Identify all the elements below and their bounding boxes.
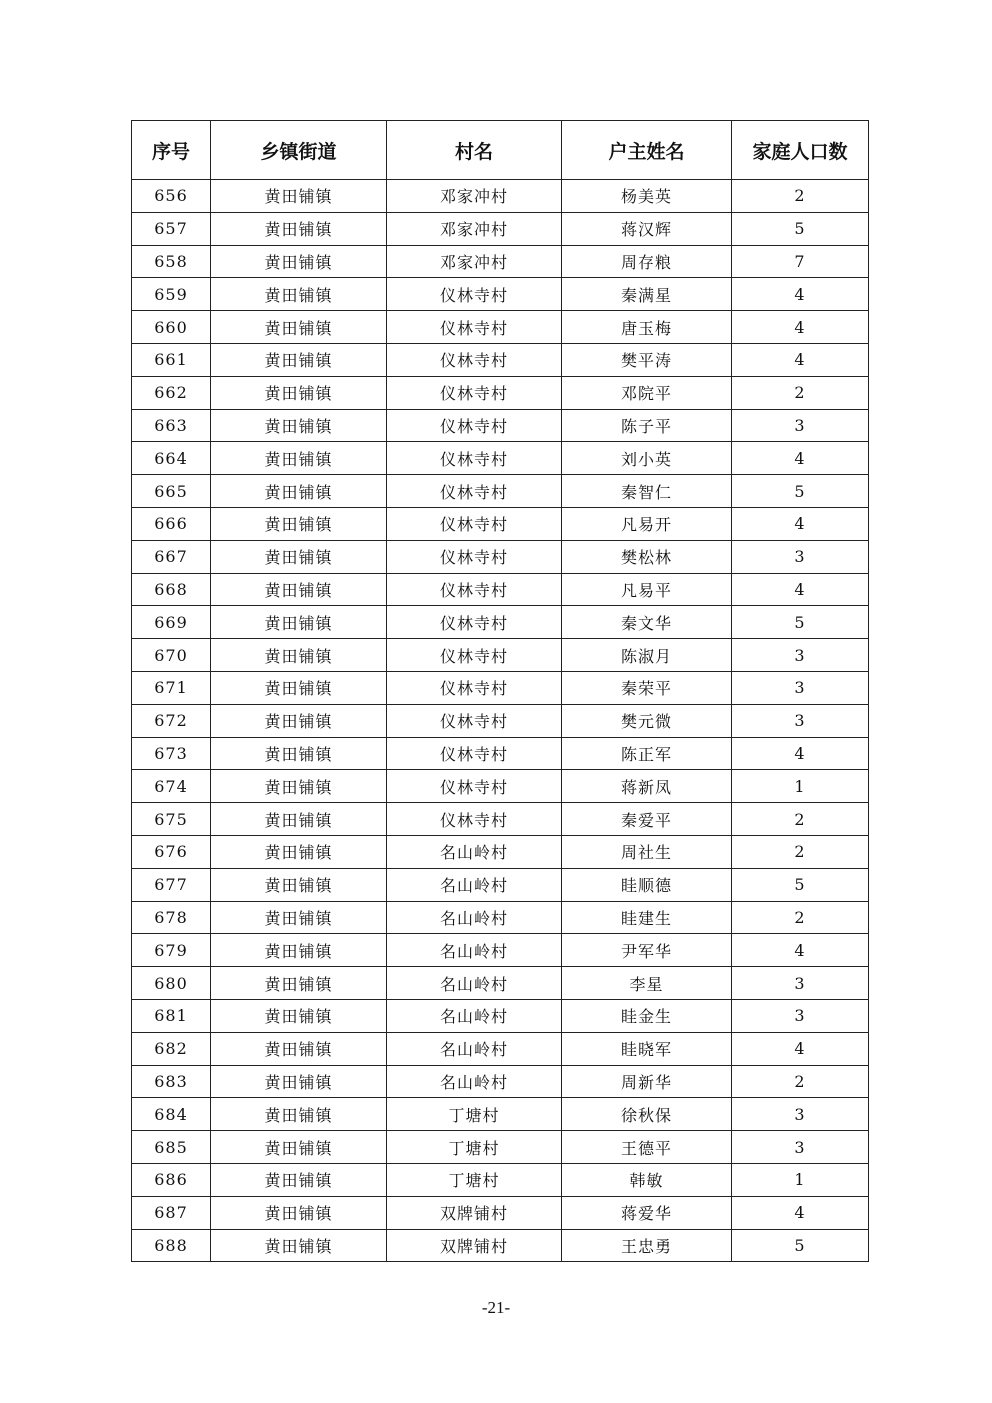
village-cell: 丁塘村 xyxy=(387,1098,562,1131)
village-cell: 名山岭村 xyxy=(387,835,562,868)
household-size-cell: 5 xyxy=(732,1229,869,1262)
village-cell: 仪林寺村 xyxy=(387,704,562,737)
township-cell: 黄田铺镇 xyxy=(211,278,387,311)
household-size-cell: 3 xyxy=(732,409,869,442)
householder-name-cell: 陈正军 xyxy=(562,737,732,770)
table-row xyxy=(132,671,869,704)
serial-number-cell: 680 xyxy=(132,967,211,1000)
village-cell: 仪林寺村 xyxy=(387,770,562,803)
village-cell: 邓家冲村 xyxy=(387,245,562,278)
table-body xyxy=(132,180,869,1262)
village-cell: 名山岭村 xyxy=(387,1065,562,1098)
table-row xyxy=(132,1065,869,1098)
township-cell: 黄田铺镇 xyxy=(211,311,387,344)
township-cell: 黄田铺镇 xyxy=(211,540,387,573)
householder-name-cell: 王德平 xyxy=(562,1131,732,1164)
township-cell: 黄田铺镇 xyxy=(211,376,387,409)
table-row xyxy=(132,442,869,475)
household-size-cell: 4 xyxy=(732,573,869,606)
table-row xyxy=(132,835,869,868)
serial-number-cell: 669 xyxy=(132,606,211,639)
village-cell: 双牌铺村 xyxy=(387,1229,562,1262)
table-row xyxy=(132,507,869,540)
village-cell: 仪林寺村 xyxy=(387,475,562,508)
serial-number-cell: 681 xyxy=(132,999,211,1032)
village-cell: 双牌铺村 xyxy=(387,1196,562,1229)
householder-name-cell: 眭顺德 xyxy=(562,868,732,901)
village-cell: 仪林寺村 xyxy=(387,737,562,770)
village-cell: 仪林寺村 xyxy=(387,639,562,672)
village-cell: 名山岭村 xyxy=(387,1032,562,1065)
table-row xyxy=(132,737,869,770)
table-row xyxy=(132,245,869,278)
header-township: 乡镇街道 xyxy=(211,121,387,180)
township-cell: 黄田铺镇 xyxy=(211,1065,387,1098)
householder-name-cell: 陈淑月 xyxy=(562,639,732,672)
table-row xyxy=(132,540,869,573)
household-size-cell: 2 xyxy=(732,180,869,213)
table-row xyxy=(132,376,869,409)
householder-name-cell: 杨美英 xyxy=(562,180,732,213)
serial-number-cell: 677 xyxy=(132,868,211,901)
table-row xyxy=(132,1032,869,1065)
householder-name-cell: 眭晓军 xyxy=(562,1032,732,1065)
householder-name-cell: 樊平涛 xyxy=(562,343,732,376)
serial-number-cell: 683 xyxy=(132,1065,211,1098)
township-cell: 黄田铺镇 xyxy=(211,1163,387,1196)
township-cell: 黄田铺镇 xyxy=(211,639,387,672)
householder-name-cell: 凡易开 xyxy=(562,507,732,540)
table-row xyxy=(132,1131,869,1164)
village-cell: 仪林寺村 xyxy=(387,606,562,639)
header-village: 村名 xyxy=(387,121,562,180)
householder-name-cell: 秦爱平 xyxy=(562,803,732,836)
householder-name-cell: 邓院平 xyxy=(562,376,732,409)
table-row xyxy=(132,934,869,967)
householder-name-cell: 李星 xyxy=(562,967,732,1000)
household-size-cell: 5 xyxy=(732,868,869,901)
township-cell: 黄田铺镇 xyxy=(211,1229,387,1262)
serial-number-cell: 674 xyxy=(132,770,211,803)
table-row xyxy=(132,1229,869,1262)
village-cell: 名山岭村 xyxy=(387,901,562,934)
householder-name-cell: 凡易平 xyxy=(562,573,732,606)
village-cell: 仪林寺村 xyxy=(387,540,562,573)
township-cell: 黄田铺镇 xyxy=(211,573,387,606)
household-size-cell: 1 xyxy=(732,1163,869,1196)
township-cell: 黄田铺镇 xyxy=(211,999,387,1032)
village-cell: 名山岭村 xyxy=(387,967,562,1000)
village-cell: 仪林寺村 xyxy=(387,507,562,540)
householder-name-cell: 徐秋保 xyxy=(562,1098,732,1131)
household-size-cell: 4 xyxy=(732,1196,869,1229)
township-cell: 黄田铺镇 xyxy=(211,770,387,803)
table-row xyxy=(132,212,869,245)
household-size-cell: 4 xyxy=(732,737,869,770)
village-cell: 仪林寺村 xyxy=(387,278,562,311)
table-row xyxy=(132,180,869,213)
household-size-cell: 3 xyxy=(732,967,869,1000)
table-row xyxy=(132,311,869,344)
serial-number-cell: 660 xyxy=(132,311,211,344)
household-size-cell: 2 xyxy=(732,835,869,868)
table-row xyxy=(132,573,869,606)
table-row xyxy=(132,409,869,442)
householder-name-cell: 唐玉梅 xyxy=(562,311,732,344)
householder-name-cell: 周新华 xyxy=(562,1065,732,1098)
serial-number-cell: 659 xyxy=(132,278,211,311)
household-table xyxy=(131,120,869,1262)
householder-name-cell: 眭建生 xyxy=(562,901,732,934)
township-cell: 黄田铺镇 xyxy=(211,901,387,934)
header-household-size: 家庭人口数 xyxy=(732,121,869,180)
village-cell: 丁塘村 xyxy=(387,1163,562,1196)
village-cell: 名山岭村 xyxy=(387,868,562,901)
householder-name-cell: 尹军华 xyxy=(562,934,732,967)
table-row xyxy=(132,1098,869,1131)
township-cell: 黄田铺镇 xyxy=(211,704,387,737)
township-cell: 黄田铺镇 xyxy=(211,1032,387,1065)
householder-name-cell: 樊元微 xyxy=(562,704,732,737)
serial-number-cell: 686 xyxy=(132,1163,211,1196)
table-row xyxy=(132,1163,869,1196)
householder-name-cell: 眭金生 xyxy=(562,999,732,1032)
table-row xyxy=(132,803,869,836)
serial-number-cell: 671 xyxy=(132,671,211,704)
serial-number-cell: 661 xyxy=(132,343,211,376)
table-row xyxy=(132,901,869,934)
household-size-cell: 4 xyxy=(732,311,869,344)
household-size-cell: 4 xyxy=(732,278,869,311)
serial-number-cell: 670 xyxy=(132,639,211,672)
header-householder-name: 户主姓名 xyxy=(562,121,732,180)
township-cell: 黄田铺镇 xyxy=(211,212,387,245)
village-cell: 仪林寺村 xyxy=(387,573,562,606)
serial-number-cell: 662 xyxy=(132,376,211,409)
village-cell: 仪林寺村 xyxy=(387,442,562,475)
householder-name-cell: 蒋汉辉 xyxy=(562,212,732,245)
serial-number-cell: 676 xyxy=(132,835,211,868)
household-size-cell: 5 xyxy=(732,475,869,508)
village-cell: 仪林寺村 xyxy=(387,311,562,344)
serial-number-cell: 673 xyxy=(132,737,211,770)
household-size-cell: 5 xyxy=(732,606,869,639)
township-cell: 黄田铺镇 xyxy=(211,1196,387,1229)
householder-name-cell: 蒋新凤 xyxy=(562,770,732,803)
household-size-cell: 1 xyxy=(732,770,869,803)
household-size-cell: 3 xyxy=(732,671,869,704)
householder-name-cell: 秦文华 xyxy=(562,606,732,639)
village-cell: 仪林寺村 xyxy=(387,343,562,376)
householder-name-cell: 秦荣平 xyxy=(562,671,732,704)
serial-number-cell: 668 xyxy=(132,573,211,606)
household-size-cell: 5 xyxy=(732,212,869,245)
serial-number-cell: 667 xyxy=(132,540,211,573)
table-row xyxy=(132,475,869,508)
householder-name-cell: 蒋爱华 xyxy=(562,1196,732,1229)
table-row xyxy=(132,606,869,639)
household-size-cell: 4 xyxy=(732,507,869,540)
household-size-cell: 4 xyxy=(732,442,869,475)
serial-number-cell: 687 xyxy=(132,1196,211,1229)
village-cell: 邓家冲村 xyxy=(387,212,562,245)
village-cell: 邓家冲村 xyxy=(387,180,562,213)
household-size-cell: 2 xyxy=(732,901,869,934)
serial-number-cell: 664 xyxy=(132,442,211,475)
page-number: -21- xyxy=(481,1298,511,1317)
householder-name-cell: 刘小英 xyxy=(562,442,732,475)
township-cell: 黄田铺镇 xyxy=(211,737,387,770)
table-header-row xyxy=(132,121,869,180)
household-size-cell: 3 xyxy=(732,1098,869,1131)
township-cell: 黄田铺镇 xyxy=(211,442,387,475)
householder-name-cell: 陈子平 xyxy=(562,409,732,442)
village-cell: 丁塘村 xyxy=(387,1131,562,1164)
township-cell: 黄田铺镇 xyxy=(211,934,387,967)
serial-number-cell: 666 xyxy=(132,507,211,540)
householder-name-cell: 周存粮 xyxy=(562,245,732,278)
header-serial-number: 序号 xyxy=(132,121,211,180)
table-row xyxy=(132,999,869,1032)
table-row xyxy=(132,770,869,803)
household-size-cell: 3 xyxy=(732,1131,869,1164)
table-row xyxy=(132,343,869,376)
village-cell: 仪林寺村 xyxy=(387,671,562,704)
township-cell: 黄田铺镇 xyxy=(211,475,387,508)
village-cell: 名山岭村 xyxy=(387,999,562,1032)
table-row xyxy=(132,278,869,311)
township-cell: 黄田铺镇 xyxy=(211,671,387,704)
township-cell: 黄田铺镇 xyxy=(211,180,387,213)
serial-number-cell: 672 xyxy=(132,704,211,737)
township-cell: 黄田铺镇 xyxy=(211,606,387,639)
table-row xyxy=(132,1196,869,1229)
village-cell: 名山岭村 xyxy=(387,934,562,967)
village-cell: 仪林寺村 xyxy=(387,803,562,836)
township-cell: 黄田铺镇 xyxy=(211,507,387,540)
householder-name-cell: 秦满星 xyxy=(562,278,732,311)
township-cell: 黄田铺镇 xyxy=(211,967,387,1000)
serial-number-cell: 685 xyxy=(132,1131,211,1164)
householder-name-cell: 秦智仁 xyxy=(562,475,732,508)
township-cell: 黄田铺镇 xyxy=(211,245,387,278)
serial-number-cell: 688 xyxy=(132,1229,211,1262)
household-size-cell: 4 xyxy=(732,934,869,967)
township-cell: 黄田铺镇 xyxy=(211,868,387,901)
township-cell: 黄田铺镇 xyxy=(211,1131,387,1164)
household-size-cell: 4 xyxy=(732,1032,869,1065)
household-size-cell: 2 xyxy=(732,1065,869,1098)
household-size-cell: 3 xyxy=(732,639,869,672)
village-cell: 仪林寺村 xyxy=(387,409,562,442)
village-cell: 仪林寺村 xyxy=(387,376,562,409)
householder-name-cell: 樊松林 xyxy=(562,540,732,573)
householder-name-cell: 王忠勇 xyxy=(562,1229,732,1262)
householder-name-cell: 周社生 xyxy=(562,835,732,868)
table-row xyxy=(132,967,869,1000)
township-cell: 黄田铺镇 xyxy=(211,343,387,376)
serial-number-cell: 656 xyxy=(132,180,211,213)
serial-number-cell: 663 xyxy=(132,409,211,442)
household-size-cell: 3 xyxy=(732,540,869,573)
household-size-cell: 3 xyxy=(732,999,869,1032)
household-size-cell: 2 xyxy=(732,376,869,409)
household-size-cell: 2 xyxy=(732,803,869,836)
serial-number-cell: 684 xyxy=(132,1098,211,1131)
serial-number-cell: 678 xyxy=(132,901,211,934)
serial-number-cell: 657 xyxy=(132,212,211,245)
householder-name-cell: 韩敏 xyxy=(562,1163,732,1196)
serial-number-cell: 679 xyxy=(132,934,211,967)
table-row xyxy=(132,868,869,901)
township-cell: 黄田铺镇 xyxy=(211,803,387,836)
serial-number-cell: 658 xyxy=(132,245,211,278)
township-cell: 黄田铺镇 xyxy=(211,409,387,442)
table-row xyxy=(132,704,869,737)
table-row xyxy=(132,639,869,672)
household-size-cell: 7 xyxy=(732,245,869,278)
household-size-cell: 3 xyxy=(732,704,869,737)
serial-number-cell: 682 xyxy=(132,1032,211,1065)
household-size-cell: 4 xyxy=(732,343,869,376)
township-cell: 黄田铺镇 xyxy=(211,835,387,868)
serial-number-cell: 675 xyxy=(132,803,211,836)
serial-number-cell: 665 xyxy=(132,475,211,508)
township-cell: 黄田铺镇 xyxy=(211,1098,387,1131)
